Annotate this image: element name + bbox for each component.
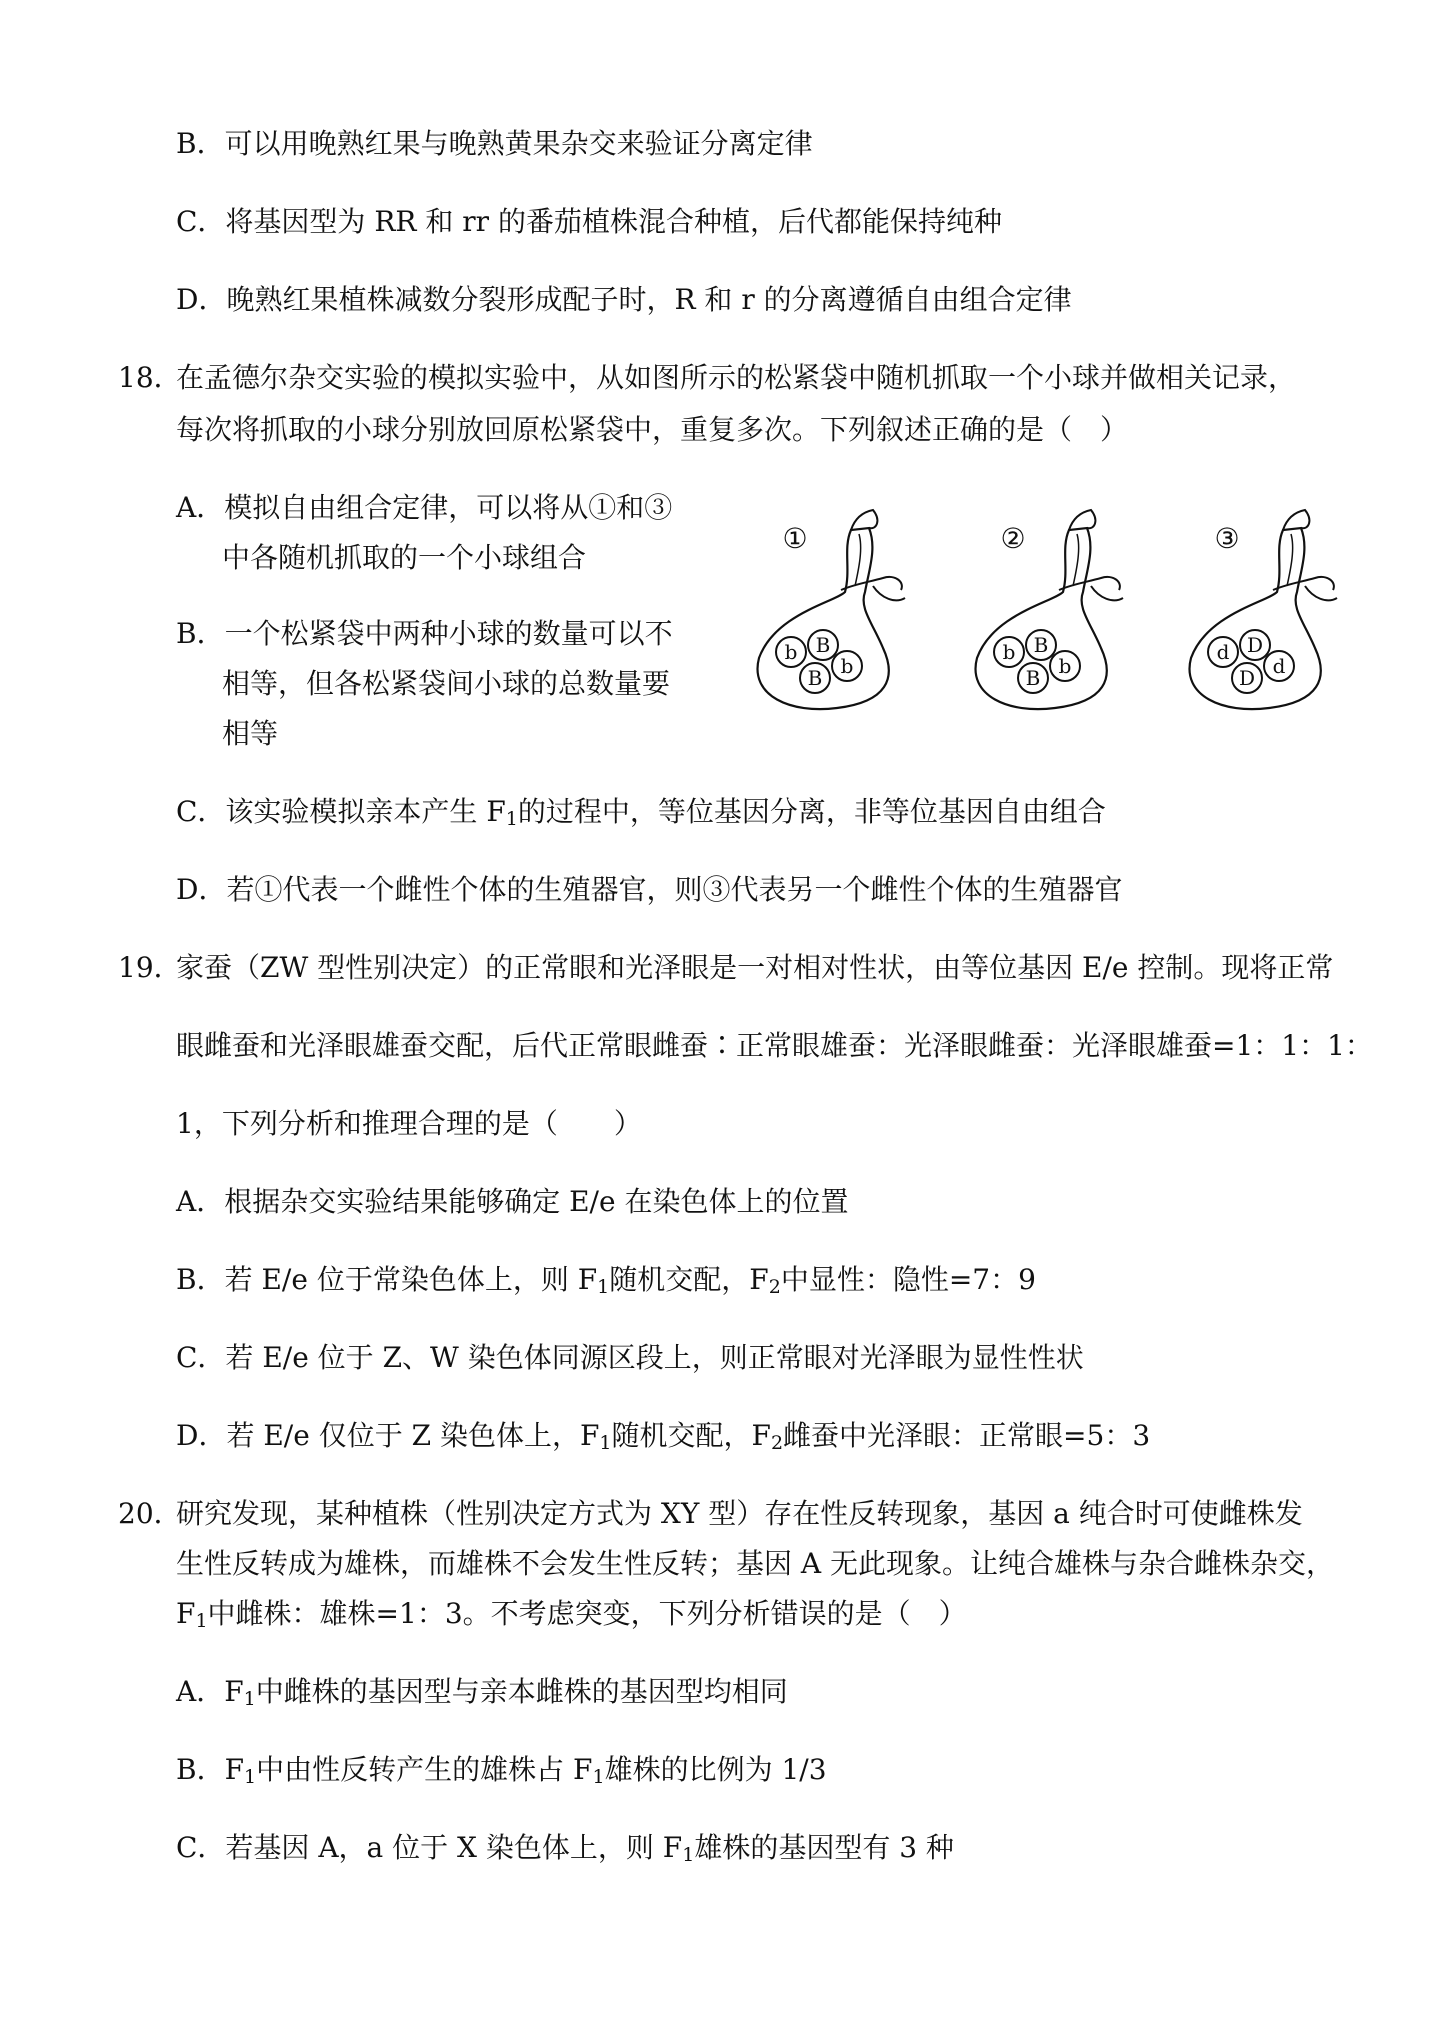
- bag-fold: [1073, 534, 1079, 586]
- bag-top: [1069, 510, 1095, 530]
- q19-stem-line2: 眼雌蚕和光泽眼雄蚕交配，后代正常眼雌蚕∶正常眼雄蚕：光泽眼雌蚕：光泽眼雄蚕=1：1：1：: [176, 1029, 1373, 1062]
- q18-stem-line2: 每次将抓取的小球分别放回原松紧袋中，重复多次。下列叙述正确的是（ ）: [176, 413, 1129, 446]
- q18-stem-line1: 在孟德尔杂交实验的模拟实验中，从如图所示的松紧袋中随机抓取一个小球并做相关记录，: [176, 361, 1297, 394]
- q17-option-c: C．将基因型为 RR 和 rr 的番茄植株混合种植，后代都能保持纯种: [176, 205, 1002, 238]
- bag-top: [851, 510, 877, 530]
- bag-top: [1283, 510, 1309, 530]
- q20-option-b-text-mid: 中由性反转产生的雄株占 F: [256, 1753, 593, 1786]
- q18-option-d: D．若①代表一个雌性个体的生殖器官，则③代表另一个雌性个体的生殖器官: [176, 873, 1123, 906]
- q20-option-c: [176, 1830, 954, 1866]
- q20-option-b: [176, 1752, 827, 1788]
- subscript: 1: [195, 1610, 208, 1633]
- q20-option-b-text-end: 雄株的比例为 1/3: [604, 1753, 827, 1786]
- q20-option-b-text: B．F: [176, 1753, 245, 1786]
- q20-option-c-text-end: 雄株的基因型有 3 种: [694, 1831, 954, 1864]
- bags-svg: [755, 508, 1380, 718]
- ball-allele-label: d: [1216, 640, 1230, 664]
- q20-option-a-text-end: 中雌株的基因型与亲本雌株的基因型均相同: [255, 1675, 788, 1708]
- q20-option-a: [176, 1674, 788, 1710]
- q20-stem-text-end: 中雌株：雄株=1：3。不考虑突变，下列分析错误的是（ ）: [207, 1597, 967, 1630]
- q19-option-d: [176, 1418, 1150, 1454]
- q20-stem-text: F: [176, 1597, 196, 1630]
- subscript: 1: [682, 1844, 695, 1867]
- ball-allele-label: D: [1246, 633, 1264, 657]
- subscript: 1: [244, 1766, 257, 1789]
- q18-option-b-line1: B．一个松紧袋中两种小球的数量可以不: [176, 617, 673, 650]
- subscript: 1: [505, 808, 518, 831]
- drawstring: [1059, 577, 1123, 600]
- subscript: 1: [243, 1688, 256, 1711]
- q19-option-c: C．若 E/e 位于 Z、W 染色体同源区段上，则正常眼对光泽眼为显性性状: [176, 1341, 1084, 1374]
- q18-option-b-line3: 相等: [222, 717, 279, 750]
- q18-option-c: [176, 794, 1106, 830]
- subscript: 2: [770, 1432, 784, 1455]
- subscript: 2: [768, 1276, 781, 1299]
- bag-fold: [1287, 534, 1293, 586]
- q19-option-b: [176, 1262, 1036, 1298]
- q20-option-a-text: A．F: [176, 1675, 244, 1708]
- ball-allele-label: B: [1025, 666, 1041, 690]
- drawstring: [841, 577, 905, 600]
- ball-allele-label: B: [815, 633, 831, 657]
- q17-option-d: D．晚熟红果植株减数分裂形成配子时，R 和 r 的分离遵循自由组合定律: [176, 283, 1072, 316]
- q18-option-c-text-end: 的过程中，等位基因分离，非等位基因自由组合: [517, 795, 1106, 828]
- q19-stem-line3: 1，下列分析和推理合理的是（ ）: [176, 1107, 642, 1140]
- q19-option-b-text-mid: 随机交配，F: [609, 1263, 769, 1296]
- bag-2: [976, 510, 1123, 709]
- ball-allele-label: b: [784, 640, 798, 664]
- q18-option-a-line2: 中各随机抓取的一个小球组合: [222, 541, 587, 574]
- subscript: 1: [592, 1766, 605, 1789]
- bag-1: [758, 510, 905, 709]
- bag-3: [1190, 510, 1337, 709]
- bag-fold: [855, 534, 861, 586]
- bag-number-label: ②: [1000, 522, 1026, 555]
- q18-option-a-line1: A．模拟自由组合定律，可以将从①和③: [176, 491, 673, 524]
- q19-option-b-text-end: 中显性：隐性=7：9: [780, 1263, 1036, 1296]
- ball-allele-label: B: [807, 666, 823, 690]
- q20-option-c-text: C．若基因 A，a 位于 X 染色体上，则 F: [176, 1831, 683, 1864]
- q19-number: 19．: [118, 951, 182, 984]
- bags-figure: [755, 508, 1380, 718]
- drawstring: [1273, 577, 1337, 600]
- q20-stem-line2: 生性反转成为雄株，而雄株不会发生性反转；基因 A 无此现象。让纯合雄株与杂合雌株杂交，: [176, 1547, 1335, 1580]
- q19-option-d-text-end: 雌蚕中光泽眼：正常眼=5：3: [783, 1419, 1151, 1452]
- q19-stem-line1: 家蚕（ZW 型性别决定）的正常眼和光泽眼是一对相对性状，由等位基因 E/e 控制。现将正常: [176, 951, 1334, 984]
- q20-stem-line1: 研究发现，某种植株（性别决定方式为 XY 型）存在性反转现象，基因 a 纯合时可使雌株发: [176, 1497, 1303, 1530]
- bag-number-label: ③: [1214, 522, 1240, 555]
- bag-number-label: ①: [782, 522, 808, 555]
- ball-allele-label: b: [840, 654, 854, 678]
- q18-number: 18．: [118, 361, 182, 394]
- q20-number: 20．: [118, 1497, 182, 1530]
- ball-allele-label: D: [1238, 666, 1256, 690]
- q19-option-d-text: D．若 E/e 仅位于 Z 染色体上，F: [176, 1419, 600, 1452]
- ball-allele-label: B: [1033, 633, 1049, 657]
- q18-option-c-text: C．该实验模拟亲本产生 F: [176, 795, 506, 828]
- q19-option-d-text-mid: 随机交配，F: [611, 1419, 771, 1452]
- ball-allele-label: b: [1002, 640, 1016, 664]
- q17-option-b: B．可以用晚熟红果与晚熟黄果杂交来验证分离定律: [176, 127, 813, 160]
- ball-allele-label: b: [1058, 654, 1072, 678]
- q19-option-b-text: B．若 E/e 位于常染色体上，则 F: [176, 1263, 598, 1296]
- q18-option-b-line2: 相等，但各松紧袋间小球的总数量要: [222, 667, 671, 700]
- subscript: 1: [597, 1276, 610, 1299]
- ball-allele-label: d: [1272, 654, 1286, 678]
- q19-option-a: A．根据杂交实验结果能够确定 E/e 在染色体上的位置: [176, 1185, 849, 1218]
- q20-stem-line3: [176, 1596, 967, 1632]
- subscript: 1: [599, 1432, 612, 1455]
